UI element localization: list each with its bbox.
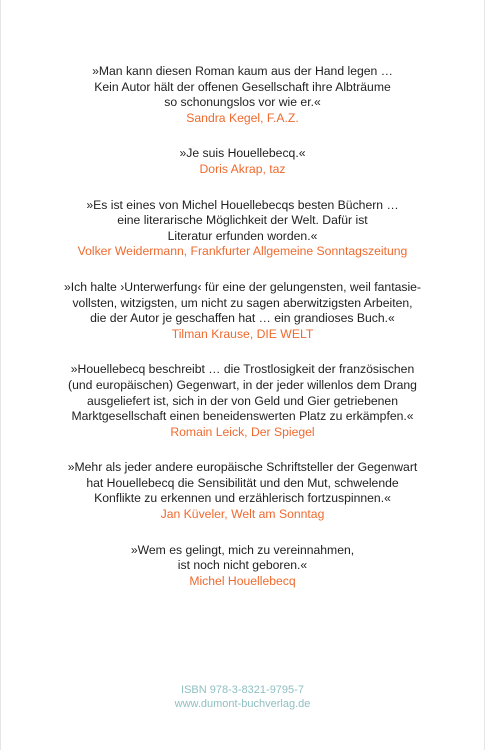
quote-text-line: ausgeliefert ist, sich in der von Geld und Gier getriebenen [87, 393, 398, 408]
quote-text-line: »Es ist eines von Michel Houellebecqs besten Büchern … [86, 197, 399, 212]
quote-source: Tilman Krause, DIE WELT [171, 326, 314, 341]
quote-text-line: Literatur erfunden worden.« [167, 228, 318, 243]
review-quote [1, 460, 484, 522]
review-quote [1, 64, 484, 126]
quote-source: Jan Küveler, Welt am Sonntag [160, 507, 325, 522]
quote-text-line: (und europäischen) Gegenwart, in der jeder willenlos dem Drang [68, 377, 417, 392]
quote-source: Michel Houellebecq [189, 573, 296, 588]
review-quote [1, 362, 484, 440]
quote-text-line: Kein Autor hält der offenen Gesellschaft ihre Albträume [94, 79, 391, 94]
quote-text-line: »Wem es gelingt, mich zu vereinnahmen, [130, 542, 355, 557]
quote-text-line: »Mehr als jeder andere europäische Schriftsteller der Gegenwart [67, 460, 418, 475]
quote-text-line: so schonungslos vor wie er.« [164, 95, 321, 110]
quote-text-line: »Man kann diesen Roman kaum aus der Hand legen … [92, 64, 393, 78]
review-quote [1, 146, 484, 177]
quote-source: Sandra Kegel, F.A.Z. [186, 110, 299, 125]
review-quotes [1, 64, 484, 609]
publisher-website: www.dumont-buchverlag.de [174, 698, 311, 710]
quote-text-line: »Houellebecq beschreibt … die Trostlosigkeit der französischen [70, 362, 415, 377]
quote-text-line: »Ich halte ›Unterwerfung‹ für eine der gelungensten, weil fantasie- [63, 279, 422, 294]
quote-text-line: Konflikte zu erkennen und erzählerisch fortzuspinnen.« [94, 491, 391, 506]
isbn: ISBN 978-3-8321-9795-7 [181, 684, 304, 696]
quote-text-line: hat Houellebecq die Sensibilität und den Mut, schwelende [86, 475, 399, 490]
quote-text-line: die der Autor je geschaffen hat … ein grandioses Buch.« [90, 311, 395, 326]
review-quote [1, 198, 484, 260]
review-quote [1, 280, 484, 342]
quote-text-line: ist noch nicht geboren.« [177, 558, 308, 573]
quote-text-line: vollsten, witzigsten, um nicht zu sagen aberwitzigsten Arbeiten, [72, 295, 413, 310]
quote-text-line: eine literarische Möglichkeit der Welt. Dafür ist [117, 213, 368, 228]
quote-source: Romain Leick, Der Spiegel [170, 424, 315, 439]
review-quote [1, 543, 484, 590]
quote-text-line: Marktgesellschaft einen beneidenswerten Platz zu erkämpfen.« [71, 409, 414, 424]
quote-source: Doris Akrap, taz [199, 161, 286, 176]
colophon [1, 683, 484, 711]
quote-source: Volker Weidermann, Frankfurter Allgemeine Sonntagszeitung [77, 244, 408, 259]
quote-text-line: »Je suis Houellebecq.« [179, 146, 306, 161]
